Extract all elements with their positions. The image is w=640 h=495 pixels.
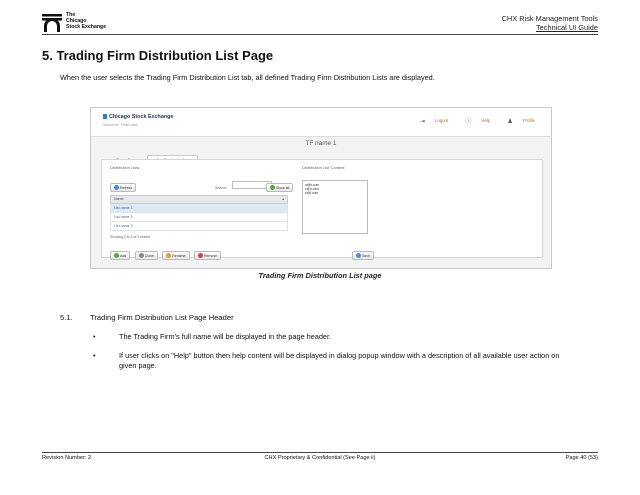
app-brand xyxy=(103,114,173,120)
clone-button[interactable] xyxy=(135,251,158,260)
action-buttons xyxy=(110,244,221,262)
logo-wordmark xyxy=(66,12,106,30)
help-link[interactable] xyxy=(457,118,490,123)
save-label: Save xyxy=(362,254,370,258)
trading-firm-name: TF name 1 xyxy=(305,140,337,147)
logo-line-3: Stock Exchange xyxy=(66,24,107,30)
welcome-text: Welcome, FirstLast5 xyxy=(103,123,138,127)
show-all-label: Show all xyxy=(276,186,290,190)
rename-icon xyxy=(166,253,171,258)
help-icon: ⓘ xyxy=(465,119,472,125)
sort-icon: ▴ xyxy=(282,197,284,201)
ui-screenshot-figure xyxy=(90,107,552,269)
bullet-icon: • xyxy=(93,351,96,360)
subsection-title: Trading Firm Distribution List Page Header xyxy=(90,313,234,322)
refresh-button[interactable] xyxy=(110,176,136,194)
header-title-line-2: Technical UI Guide xyxy=(535,23,598,32)
subsection-number: 5.1. xyxy=(60,313,73,322)
save-icon xyxy=(356,253,361,258)
document-header-title xyxy=(502,14,598,32)
save-button[interactable] xyxy=(352,244,374,262)
table-row[interactable]: List name 3 xyxy=(110,222,288,231)
grid-header[interactable] xyxy=(110,195,288,204)
header-divider xyxy=(42,34,598,35)
chx-logo-icon xyxy=(42,12,62,32)
grid-header-label: Name xyxy=(114,197,124,201)
logout-icon: ⇥ xyxy=(419,119,425,125)
figure-caption: Trading Firm Distribution List page xyxy=(258,271,382,280)
showing-entries: Showing 1 to 3 of 3 entries xyxy=(110,235,151,239)
distribution-lists-panel xyxy=(101,159,543,258)
logo-line-1: The xyxy=(66,12,76,18)
remove-button[interactable] xyxy=(194,251,221,260)
profile-label: Profile xyxy=(522,118,535,123)
section-intro: When the user selects the Trading Firm Distribution List tab, all defined Trading Firm Distribution Lists are displayed. xyxy=(60,73,435,82)
content-line: c@d.com xyxy=(305,187,319,191)
search-area xyxy=(215,176,272,194)
content-line: e@f.com xyxy=(305,191,319,195)
table-row[interactable]: List name 5 xyxy=(110,213,288,222)
bullet-text: The Trading Firm’s full name will be displayed in the page header. xyxy=(119,332,331,341)
section-title: 5. Trading Firm Distribution List Page xyxy=(42,48,274,63)
show-all-icon xyxy=(270,185,275,190)
list-content-textarea[interactable] xyxy=(302,180,368,234)
subsection-heading xyxy=(60,313,234,322)
remove-label: Remove xyxy=(203,254,218,258)
bullet-text: If user clicks on "Help" button then help content will be displayed in dialog popup window with a description of all available user action on given page. xyxy=(119,351,560,370)
logout-link[interactable] xyxy=(412,118,448,123)
add-button[interactable] xyxy=(110,251,130,260)
content-line: a@b.com xyxy=(305,183,320,187)
brand-flag-icon xyxy=(103,114,107,119)
refresh-icon xyxy=(114,185,119,190)
top-links xyxy=(404,116,535,125)
show-all-button[interactable] xyxy=(266,176,293,194)
add-label: Add xyxy=(120,254,127,258)
revision-number: Revision Number: 2 xyxy=(42,455,92,461)
remove-icon xyxy=(198,253,203,258)
user-icon: ♟ xyxy=(507,119,513,125)
footer-divider xyxy=(42,452,598,453)
rename-label: Rename xyxy=(172,254,186,258)
tab-bar xyxy=(101,149,198,159)
page-number: Page 40 (53) xyxy=(565,455,598,461)
confidential-notice: CHX Proprietary & Confidential (See Page ii) xyxy=(264,455,376,461)
app-brand-label: Chicago Stock Exchange xyxy=(109,114,174,120)
add-icon xyxy=(114,253,119,258)
clone-label: Clone xyxy=(144,254,154,258)
logout-label: Logout xyxy=(435,118,449,123)
distribution-list-grid xyxy=(110,195,288,231)
header-title-line-1: CHX Risk Management Tools xyxy=(501,14,598,23)
refresh-label: Refresh xyxy=(120,186,133,190)
help-label: Help xyxy=(481,118,491,123)
distribution-lists-title: Distribution Lists xyxy=(110,165,140,170)
list-content-title: Distribution List Content xyxy=(302,165,345,170)
bullet-icon: • xyxy=(93,332,96,341)
clone-icon xyxy=(139,253,144,258)
table-row[interactable]: List name 1 xyxy=(110,204,288,213)
search-label: Search: xyxy=(215,186,228,190)
profile-link[interactable] xyxy=(499,118,535,123)
logo-line-2: Chicago xyxy=(66,18,87,24)
app-header xyxy=(91,108,551,137)
rename-button[interactable] xyxy=(162,251,189,260)
